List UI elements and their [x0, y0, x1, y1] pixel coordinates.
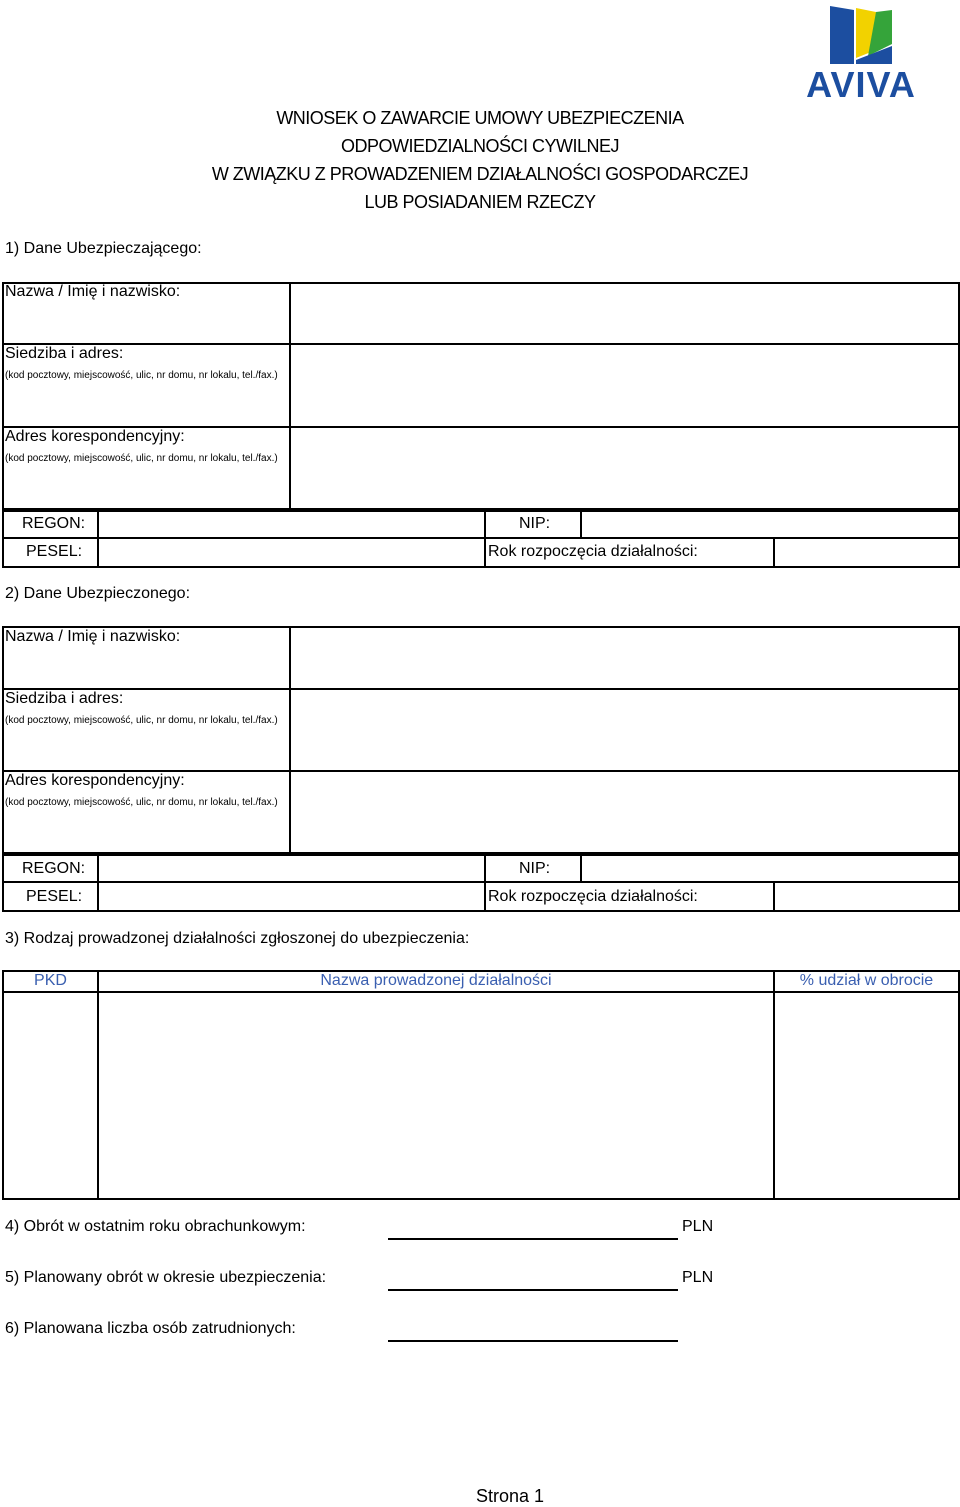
section1-start-label: Rok rozpoczęcia działalności: — [488, 543, 698, 560]
planned-employees-field[interactable] — [388, 1340, 678, 1342]
aviva-logo-text: AVIVA — [806, 64, 916, 105]
activity-pkd-field[interactable] — [4, 993, 97, 1198]
planned-turnover-label: 5) Planowany obrót w okresie ubezpieczenia: — [5, 1269, 327, 1286]
section1-seat-label: Siedziba i adres: — [5, 345, 124, 362]
section1-corr-label: Adres korespondencyjny: — [5, 428, 185, 445]
section2-seat-field[interactable] — [291, 690, 958, 770]
section1-pesel-field[interactable] — [99, 539, 484, 566]
section2-corr-hint: (kod pocztowy, miejscowość, ulic, nr domu, nr lokalu, tel./fax.) — [5, 797, 278, 808]
section2-nip-label: NIP: — [519, 860, 551, 877]
section1-nip-field[interactable] — [582, 512, 958, 537]
section2-start-label: Rok rozpoczęcia działalności: — [488, 888, 698, 905]
section2-seat-hint: (kod pocztowy, miejscowość, ulic, nr domu, nr lokalu, tel./fax.) — [5, 715, 278, 726]
activity-col-name: Nazwa prowadzonej działalności — [320, 972, 552, 989]
section1-regon-label: REGON: — [22, 515, 86, 532]
section2-name-label: Nazwa / Imię i nazwisko: — [5, 628, 181, 645]
aviva-logo — [788, 6, 934, 105]
activity-col-share: % udział w obrocie — [799, 972, 934, 989]
section2-nip-field[interactable] — [582, 856, 958, 881]
planned-turnover-field[interactable] — [388, 1289, 678, 1291]
section1-heading: 1) Dane Ubezpieczającego: — [5, 240, 202, 257]
section2-seat-label: Siedziba i adres: — [5, 690, 124, 707]
section2-name-field[interactable] — [291, 628, 958, 688]
section2-corr-field[interactable] — [291, 772, 958, 854]
section1-regon-field[interactable] — [99, 512, 484, 537]
section2-corr-label: Adres korespondencyjny: — [5, 772, 185, 789]
page-number: Strona 1 — [475, 1486, 545, 1506]
section1-seat-hint: (kod pocztowy, miejscowość, ulic, nr domu, nr lokalu, tel./fax.) — [5, 370, 278, 381]
title-line-3: W ZWIĄZKU Z PROWADZENIEM DZIAŁALNOŚCI GOSPODARCZEJ — [211, 164, 749, 184]
planned-turnover-unit: PLN — [682, 1269, 714, 1286]
activity-name-field[interactable] — [99, 993, 773, 1198]
section1-corr-hint: (kod pocztowy, miejscowość, ulic, nr domu, nr lokalu, tel./fax.) — [5, 453, 278, 464]
section2-pesel-label: PESEL: — [26, 888, 83, 905]
aviva-logo-mark — [788, 6, 934, 66]
turnover-last-year-label: 4) Obrót w ostatnim roku obrachunkowym: — [5, 1218, 306, 1235]
turnover-last-year-unit: PLN — [682, 1218, 714, 1235]
title-line-1: WNIOSEK O ZAWARCIE UMOWY UBEZPIECZENIA — [276, 108, 684, 128]
section2-heading: 2) Dane Ubezpieczonego: — [5, 585, 191, 602]
section1-name-label: Nazwa / Imię i nazwisko: — [5, 283, 181, 300]
section2-pesel-field[interactable] — [99, 883, 484, 910]
activity-share-field[interactable] — [775, 993, 958, 1198]
section2-start-field[interactable] — [775, 883, 958, 910]
turnover-last-year-field[interactable] — [388, 1238, 678, 1240]
section1-name-field[interactable] — [291, 284, 958, 343]
section2-regon-label: REGON: — [22, 860, 86, 877]
section3-heading: 3) Rodzaj prowadzonej działalności zgłoszonej do ubezpieczenia: — [5, 930, 470, 947]
activity-col-pkd: PKD — [34, 972, 67, 989]
section1-seat-field[interactable] — [291, 345, 958, 426]
title-line-4: LUB POSIADANIEM RZECZY — [364, 192, 596, 212]
section1-corr-field[interactable] — [291, 428, 958, 510]
section2-regon-field[interactable] — [99, 856, 484, 881]
planned-employees-label: 6) Planowana liczba osób zatrudnionych: — [5, 1320, 296, 1337]
section1-start-field[interactable] — [775, 539, 958, 566]
section1-nip-label: NIP: — [519, 515, 551, 532]
section1-pesel-label: PESEL: — [26, 543, 83, 560]
title-line-2: ODPOWIEDZIALNOŚCI CYWILNEJ — [340, 136, 620, 156]
